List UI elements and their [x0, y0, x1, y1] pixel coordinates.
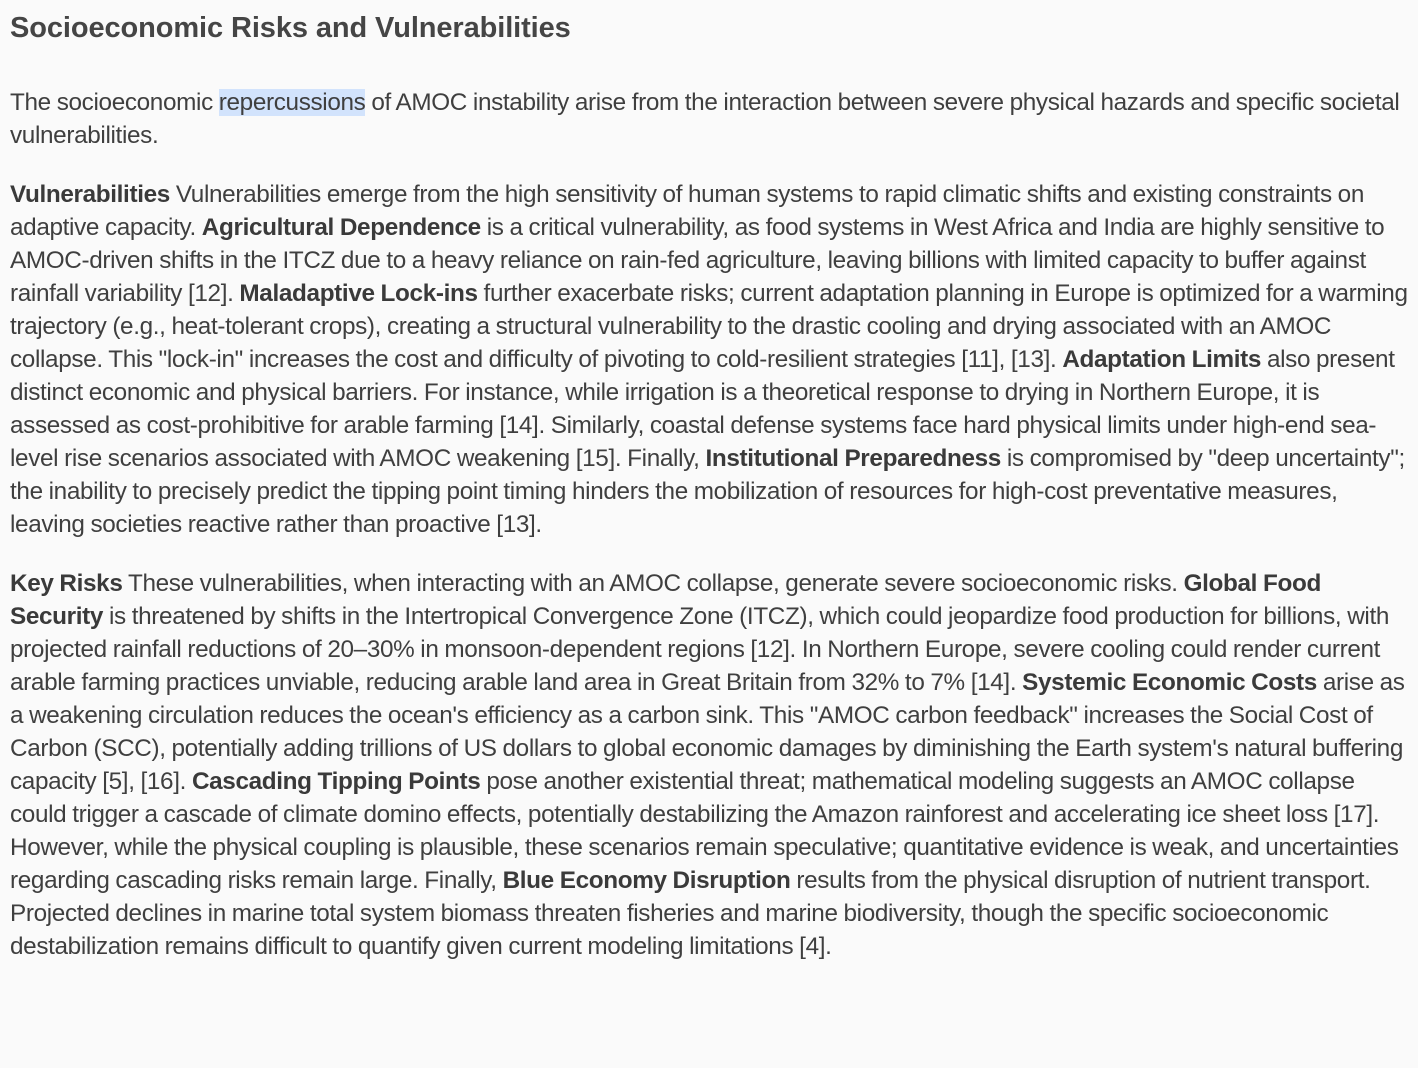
page-title: Socioeconomic Risks and Vulnerabilities: [10, 12, 571, 44]
risks-text-3: arise as a weakening circulation reduces the ocean's efficiency as a carbon sink. This "AMOC carbon feedback" increases the Social Cost of Carbon (SCC), potentially adding trillions of US dollars to global economic damages by diminishing the Earth system's natural buffering capacity [5], [16].: [10, 669, 1405, 795]
intro-text-after: of AMOC instability arise from the interaction between severe physical hazards and specific societal vulnerabilities.: [10, 89, 1400, 149]
vulnerabilities-paragraph: [10, 178, 1408, 541]
maladaptive-lock-ins-term: Maladaptive Lock-ins: [239, 280, 478, 307]
selected-word[interactable]: repercussions: [218, 89, 366, 116]
global-food-security-term: Global Food Security: [10, 570, 1321, 630]
intro-text-before: The socioeconomic: [10, 89, 219, 116]
adaptation-limits-term: Adaptation Limits: [1062, 346, 1262, 373]
risks-text-5: results from the physical disruption of nutrient transport. Projected declines in marine total system biomass threaten fisheries and marine biodiversity, though the specific socioeconomic destabilization remains difficult to quantify given current modeling limitations [4].: [10, 867, 1371, 960]
vulnerabilities-heading: Vulnerabilities: [10, 181, 170, 208]
blue-economy-disruption-term: Blue Economy Disruption: [502, 867, 791, 894]
key-risks-heading: Key Risks: [10, 570, 123, 597]
agricultural-dependence-term: Agricultural Dependence: [201, 214, 481, 241]
vulnerabilities-text-1: Vulnerabilities emerge from the high sensitivity of human systems to rapid climatic shifts and existing constraints on adaptive capacity.: [10, 181, 1364, 241]
vulnerabilities-text-5: is compromised by "deep uncertainty"; the inability to precisely predict the tipping point timing hinders the mobilization of resources for high-cost preventative measures, leaving societies reactive rather than proactive [13].: [10, 445, 1405, 538]
institutional-preparedness-term: Institutional Preparedness: [705, 445, 1001, 472]
risks-text-2: is threatened by shifts in the Intertropical Convergence Zone (ITCZ), which could jeopardize food production for billions, with projected rainfall reductions of 20–30% in monsoon-dependent regions [12]. In Northern Europe, severe cooling could render current arable farming practices unviable, reducing arable land area in Great Britain from 32% to 7% [14].: [10, 603, 1390, 696]
risks-text-4: pose another existential threat; mathematical modeling suggests an AMOC collapse could trigger a cascade of climate domino effects, potentially destabilizing the Amazon rainforest and accelerating ice sheet loss [17]. However, while the physical coupling is plausible, these scenarios remain speculative; quantitative evidence is weak, and uncertainties regarding cascading risks remain large. Finally,: [10, 768, 1399, 894]
vulnerabilities-text-4: also present distinct economic and physical barriers. For instance, while irrigation is a theoretical response to drying in Northern Europe, it is assessed as cost-prohibitive for arable farming [14]. Similarly, coastal defense systems face hard physical limits under high-end sea-level rise scenarios associated with AMOC weakening [15]. Finally,: [10, 346, 1395, 472]
vulnerabilities-text-2: is a critical vulnerability, as food systems in West Africa and India are highly sensitive to AMOC-driven shifts in the ITCZ due to a heavy reliance on rain-fed agriculture, leaving billions with limited capacity to buffer against rainfall variability [12].: [10, 214, 1385, 307]
systemic-economic-costs-term: Systemic Economic Costs: [1022, 669, 1317, 696]
key-risks-paragraph: [10, 567, 1408, 963]
vulnerabilities-text-3: further exacerbate risks; current adaptation planning in Europe is optimized for a warming trajectory (e.g., heat-tolerant crops), creating a structural vulnerability to the drastic cooling and drying associated with an AMOC collapse. This "lock-in" increases the cost and difficulty of pivoting to cold-resilient strategies [11], [13].: [10, 280, 1408, 373]
risks-text-1: These vulnerabilities, when interacting with an AMOC collapse, generate severe socioeconomic risks.: [122, 570, 1184, 597]
cascading-tipping-points-term: Cascading Tipping Points: [191, 768, 481, 795]
intro-paragraph: [10, 86, 1408, 152]
